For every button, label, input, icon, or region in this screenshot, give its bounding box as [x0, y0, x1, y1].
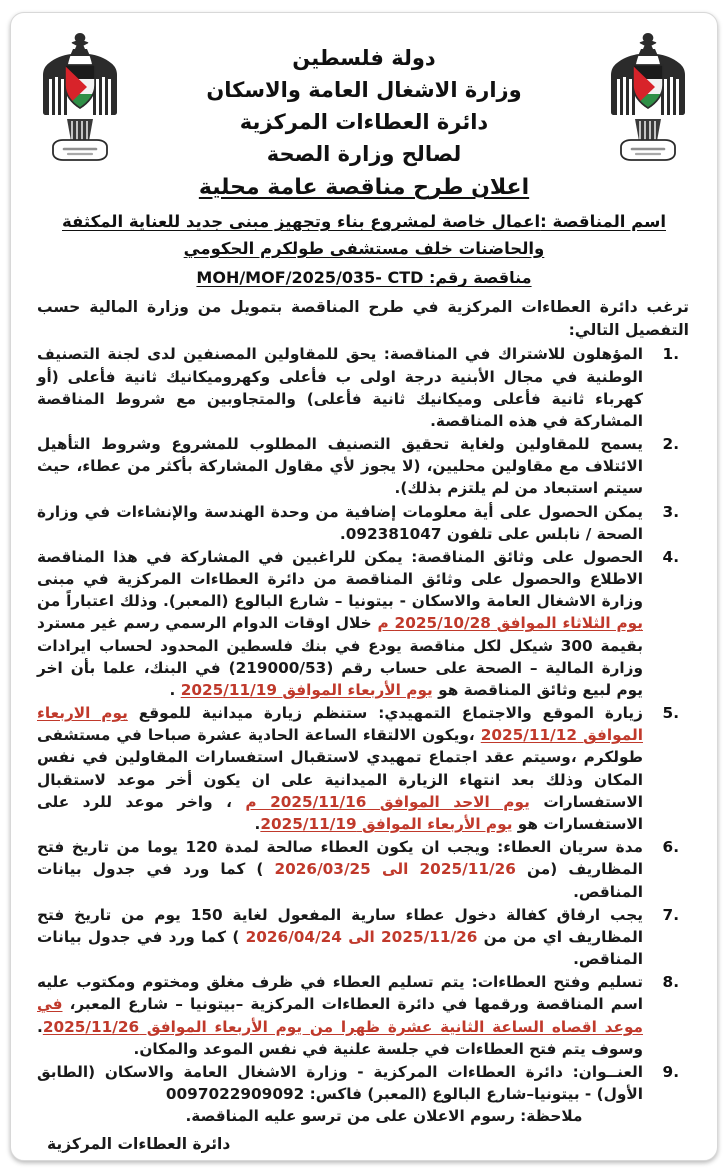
tender-number: [37, 268, 691, 287]
clause-text: مدة سريان العطاء: ويجب ان يكون العطاء صالحة لمدة 120 يوما من تاريخ فتح المظاريف (من: [37, 838, 644, 879]
header-line-ministry: وزارة الاشغال العامة والاسكان: [206, 77, 522, 102]
clause-text: يجب ارفاق كفالة دخول عطاء سارية المفعول لغاية 150 يوم من تاريخ فتح المظاريف اي من من: [37, 905, 643, 946]
tender-number-value: MOH/MOF/2025/035- CTD: [196, 268, 424, 288]
highlighted-date-range: 2025/11/26 الى 2026/04/24: [245, 927, 478, 946]
header-line-state: دولة فلسطين: [292, 46, 436, 70]
clause-text: يسمح للمقاولين ولغاية تحقيق التصنيف المطلوب للمشروع وشروط التأهيل الائتلاف مع مقاولين محليين، (لا يجوز لأي مقاول المشاركة بأكثر من عطاء، حيث سيتم استبعاد من لم يلتزم بذلك).: [37, 435, 643, 498]
clause-text: ) كما ورد في جدول بيانات المناقص.: [37, 927, 643, 969]
page-title: اعلان طرح مناقصة عامة محلية: [198, 175, 530, 200]
intro-paragraph: ترغب دائرة العطاءات المركزية في طرح المناقصة بتمويل من وزارة المالية حسب التفصيل التالي:: [37, 298, 689, 339]
highlighted-date: يوم الأربعاء الموافق 2025/11/19: [180, 680, 433, 699]
highlighted-date: يوم الاحد الموافق 2025/11/16 م: [245, 792, 530, 811]
clause-text: المؤهلون للاشتراك في المناقصة: يحق للمقاولين المصنفين لدى لجنة التصنيف الوطنية في مجال الأبنية درجة اولى ب فأعلى وكهروميكانيك ثانية فأعلى (أو كهرباء ثانية فأعلى وميكانيك ثانية فأعلى) والمتجاوبين مع شروط المناقصة المشاركة في هذه المناقصة.: [37, 345, 643, 430]
clause-item-5: [37, 702, 691, 835]
clause-text: . وسوف يتم فتح العطاءات في جلسة علنية في نفس الموعد والمكان.: [37, 1017, 643, 1058]
highlighted-date: يوم الاربعاء الموافق 2025/11/12: [37, 704, 643, 745]
clause-item-3: [37, 501, 691, 545]
clause-item-2: [37, 433, 691, 500]
highlighted-date: في موعد اقصاه الساعة الثانية عشرة ظهرا من يوم الأربعاء الموافق 2025/11/26: [37, 995, 643, 1036]
clause-item-6: [37, 836, 691, 903]
footnote: ملاحظة: رسوم الاعلان على من ترسو عليه المناقصة.: [185, 1107, 583, 1126]
clause-text: .: [169, 680, 181, 699]
headline-block: [37, 175, 691, 287]
clause-list: [37, 343, 691, 1105]
announcement-card: [10, 12, 718, 1161]
clause-text: ) كما ورد في جدول بيانات المناقص.: [37, 860, 643, 901]
clause-text: العنــوان: دائرة العطاءات المركزية - وزارة الاشغال العامة والاسكان (الطابق الأول) - بيتونيا–شارع البالوع (المعبر) فاكس: 0097022909092: [37, 1062, 643, 1104]
clause-text: تسليم وفتح العطاءات: يتم تسليم العطاء في ظرف مغلق ومختوم ومكتوب عليه اسم المناقصة ورقمها في دائرة العطاءات المركزية –بيتونيا – شارع المعبر،: [37, 973, 643, 1014]
tender-name-value: اعمال خاصة لمشروع بناء وتجهيز مبنى جديد للعناية المكثفة والحاضنات خلف مستشفى طولكرم الحكومي: [62, 212, 545, 258]
clause-text: يمكن الحصول على أية معلومات إضافية من وحدة الهندسة والإنشاءات في وزارة الصحة / نابلس على تلفون 092381047.: [37, 502, 643, 543]
tender-name-label: اسم المناقصة :: [540, 212, 666, 231]
clause-item-7: [37, 904, 691, 971]
clause-item-9: [37, 1061, 691, 1105]
clause-text: خلال اوقات الدوام الرسمي رسم غير مسترد بقيمة 300 شيكل لكل مناقصة يودع في بنك فلسطين المحدود لحساب ايرادات وزارة المالية – الصحة على حساب رقم (219000/53) في البنك، علما بأن اخر يوم لبيع وثائق المناقصة هو: [37, 614, 643, 699]
clause-text: ، واخر موعد للرد على الاستفسارات هو: [37, 792, 643, 833]
palestine-coat-of-arms-icon: [37, 27, 123, 167]
tender-number-label: مناقصة رقم:: [428, 268, 532, 288]
header-line-beneficiary: لصالح وزارة الصحة: [266, 141, 462, 166]
highlighted-date: يوم الثلاثاء الموافق 2025/10/28 م: [377, 614, 643, 633]
signature-department: دائرة العطاءات المركزية: [47, 1135, 231, 1154]
masthead: [37, 27, 691, 179]
header-line-department: دائرة العطاءات المركزية: [239, 109, 489, 134]
clause-item-1: [37, 343, 691, 432]
highlighted-date-range: 2025/11/26 الى 2026/03/25: [274, 860, 516, 879]
tender-name: [37, 209, 691, 262]
highlighted-date: يوم الأربعاء الموافق 2025/11/19: [260, 814, 513, 833]
palestine-coat-of-arms-icon: [605, 27, 691, 167]
header-titles: [123, 27, 605, 171]
clause-text: ،ويكون الالتقاء الساعة الحادية عشرة صباحا في مستشفى طولكرم ،وسيتم عقد اجتماع تمهيدي لاستقبال استفسارات المقاولين في نفس المكان وذلك بعد انتهاء الزيارة الميدانية على ان يكون أخر موعد لاستقبال الاستفسارات: [37, 726, 643, 811]
clause-text: الحصول على وثائق المناقصة: يمكن للراغبين في المشاركة في هذا المناقصة الاطلاع والحصول على وثائق المناقصة من دائرة العطاءات المركزية في مبنى وزارة الاشغال العامة والاسكان - بيتونيا – شارع البالوع (المعبر). وذلك اعتباراً من: [37, 547, 643, 611]
clause-item-8: [37, 971, 691, 1060]
clause-text: .: [254, 814, 261, 833]
clause-item-4: [37, 546, 691, 701]
clause-text: زيارة الموقع والاجتماع التمهيدي: ستنظم زيارة ميدانية للموقع: [127, 704, 643, 723]
